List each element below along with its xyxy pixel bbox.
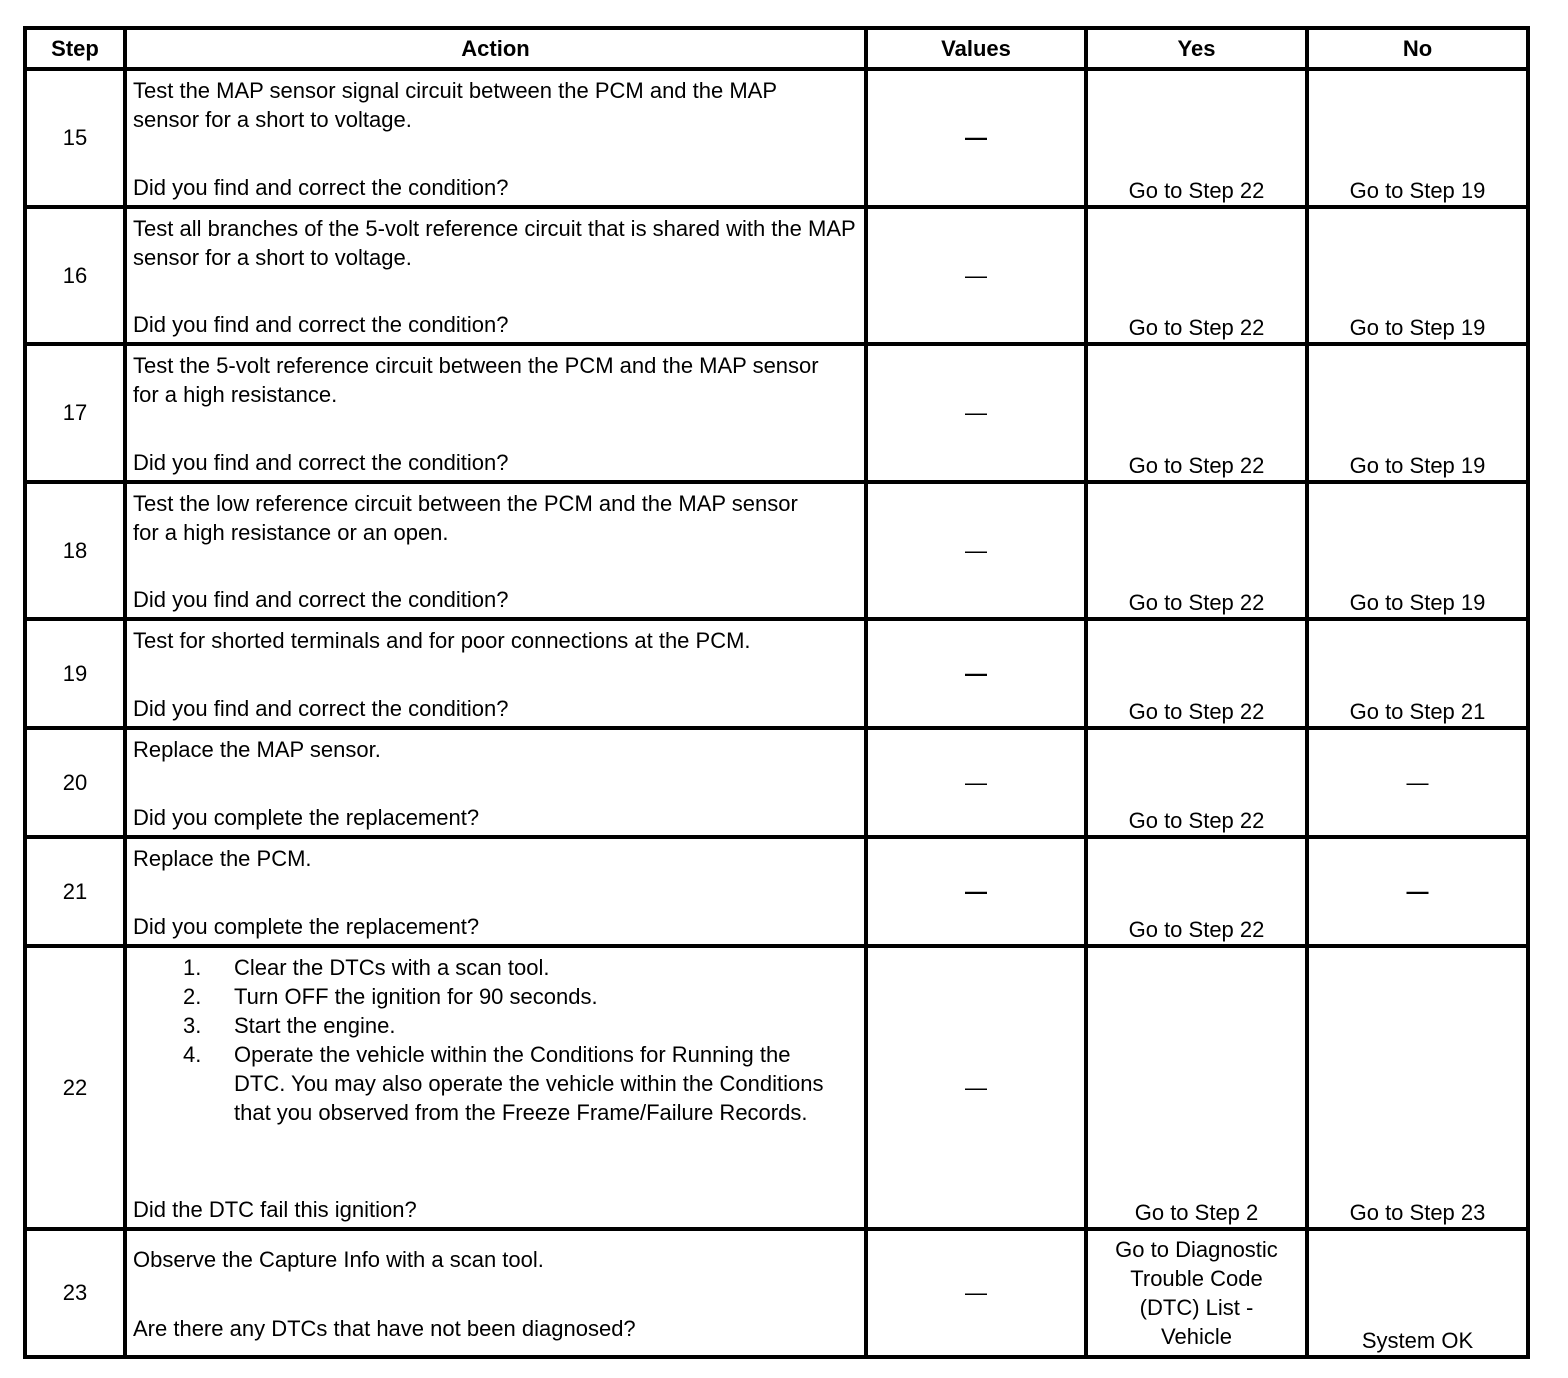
action-instruction: Test the MAP sensor signal circuit between the PCM and the MAP sensor for a short to voltage.	[133, 78, 777, 132]
action-cell	[125, 946, 866, 1229]
list-item	[133, 1011, 864, 1040]
yes-cell: Go to Step 22	[1086, 69, 1307, 207]
values-dash: —	[965, 537, 987, 563]
header-step: Step	[25, 28, 125, 69]
action-question: Did you complete the replacement?	[133, 914, 480, 939]
table-row	[25, 344, 1528, 482]
no-cell: Go to Step 23	[1307, 946, 1528, 1229]
no-cell	[1307, 837, 1528, 946]
yes-cell: Go to Step 22	[1086, 619, 1307, 728]
step-number: 20	[25, 728, 125, 837]
action-cell	[125, 619, 866, 728]
values-cell	[866, 728, 1086, 837]
action-question: Did you find and correct the condition?	[133, 587, 509, 612]
list-number: 4.	[183, 1042, 202, 1067]
list-text: Start the engine.	[234, 1013, 396, 1038]
action-instruction: Test for shorted terminals and for poor connections at the PCM.	[133, 628, 751, 653]
yes-cell: Go to Step 22	[1086, 344, 1307, 482]
no-cell: Go to Step 21	[1307, 619, 1528, 728]
list-item	[133, 1040, 834, 1127]
no-cell: Go to Step 19	[1307, 344, 1528, 482]
step-number: 19	[25, 619, 125, 728]
table-row	[25, 482, 1528, 619]
list-number: 1.	[183, 955, 202, 980]
action-question: Did you complete the replacement?	[133, 805, 480, 830]
values-dash: —	[965, 262, 987, 288]
diagnostic-table	[23, 26, 1530, 1359]
list-number: 3.	[183, 1013, 202, 1038]
action-instruction: Test the 5-volt reference circuit between the PCM and the MAP sensor for a high resistance.	[133, 353, 819, 407]
table-header	[25, 28, 1528, 69]
header-yes: Yes	[1086, 28, 1307, 69]
values-cell	[866, 344, 1086, 482]
values-dash: —	[965, 125, 987, 150]
action-question: Are there any DTCs that have not been diagnosed?	[133, 1316, 636, 1341]
action-instruction: Replace the MAP sensor.	[133, 737, 381, 762]
step-number: 17	[25, 344, 125, 482]
table-row	[25, 837, 1528, 946]
header-row	[25, 28, 1528, 69]
values-cell	[866, 946, 1086, 1229]
no-cell: Go to Step 19	[1307, 207, 1528, 344]
action-cell	[125, 207, 866, 344]
yes-cell: Go to Step 22	[1086, 482, 1307, 619]
table-row	[25, 619, 1528, 728]
action-question: Did you find and correct the condition?	[133, 450, 509, 475]
yes-cell	[1086, 1229, 1307, 1357]
table-row	[25, 946, 1528, 1229]
action-question: Did you find and correct the condition?	[133, 175, 509, 200]
table-row	[25, 728, 1528, 837]
action-instruction: Test all branches of the 5-volt reference circuit that is shared with the MAP sensor for a short to voltage.	[133, 216, 856, 270]
values-dash: —	[965, 769, 987, 795]
no-cell: System OK	[1307, 1229, 1528, 1357]
action-cell	[125, 482, 866, 619]
procedure-list	[133, 953, 864, 1127]
action-instruction: Test the low reference circuit between the PCM and the MAP sensor for a high resistance or an open.	[133, 491, 798, 545]
table-row	[25, 1229, 1528, 1357]
action-instruction: Observe the Capture Info with a scan tool.	[133, 1247, 544, 1272]
step-number: 23	[25, 1229, 125, 1357]
values-dash: —	[965, 1280, 987, 1305]
values-cell	[866, 837, 1086, 946]
values-dash: —	[965, 1074, 987, 1100]
list-text: Turn OFF the ignition for 90 seconds.	[234, 984, 598, 1009]
list-item	[133, 953, 864, 982]
values-dash: —	[965, 660, 987, 686]
yes-cell: Go to Step 2	[1086, 946, 1307, 1229]
table-body	[25, 69, 1528, 1357]
action-question: Did you find and correct the condition?	[133, 696, 509, 721]
table-row	[25, 69, 1528, 207]
step-number: 18	[25, 482, 125, 619]
no-cell: Go to Step 19	[1307, 482, 1528, 619]
action-instruction: Replace the PCM.	[133, 846, 312, 871]
values-dash: —	[965, 400, 987, 425]
no-cell: Go to Step 19	[1307, 69, 1528, 207]
action-question: Did the DTC fail this ignition?	[133, 1197, 417, 1222]
list-item	[133, 982, 864, 1011]
action-cell	[125, 344, 866, 482]
header-action: Action	[125, 28, 866, 69]
no-dash: —	[1406, 769, 1429, 795]
table-row	[25, 207, 1528, 344]
action-cell	[125, 1229, 866, 1357]
list-text: Operate the vehicle within the Conditions for Running the DTC. You may also operate the vehicle within the Conditions that you observed from the Freeze Frame/Failure Records.	[234, 1042, 824, 1125]
values-cell	[866, 482, 1086, 619]
step-number: 16	[25, 207, 125, 344]
list-number: 2.	[183, 984, 202, 1009]
values-dash: —	[965, 878, 987, 904]
yes-cell: Go to Step 22	[1086, 837, 1307, 946]
yes-link-text: Go to Diagnostic Trouble Code (DTC) List - Vehicle	[1115, 1237, 1278, 1349]
no-cell	[1307, 728, 1528, 837]
yes-cell: Go to Step 22	[1086, 207, 1307, 344]
step-number: 21	[25, 837, 125, 946]
action-cell	[125, 728, 866, 837]
step-number: 22	[25, 946, 125, 1229]
action-question: Did you find and correct the condition?	[133, 312, 509, 337]
values-cell	[866, 1229, 1086, 1357]
action-cell	[125, 69, 866, 207]
action-cell	[125, 837, 866, 946]
values-cell	[866, 207, 1086, 344]
yes-cell: Go to Step 22	[1086, 728, 1307, 837]
header-values: Values	[866, 28, 1086, 69]
list-text: Clear the DTCs with a scan tool.	[234, 955, 550, 980]
step-number: 15	[25, 69, 125, 207]
values-cell	[866, 619, 1086, 728]
values-cell	[866, 69, 1086, 207]
no-dash: —	[1406, 878, 1429, 904]
header-no: No	[1307, 28, 1528, 69]
